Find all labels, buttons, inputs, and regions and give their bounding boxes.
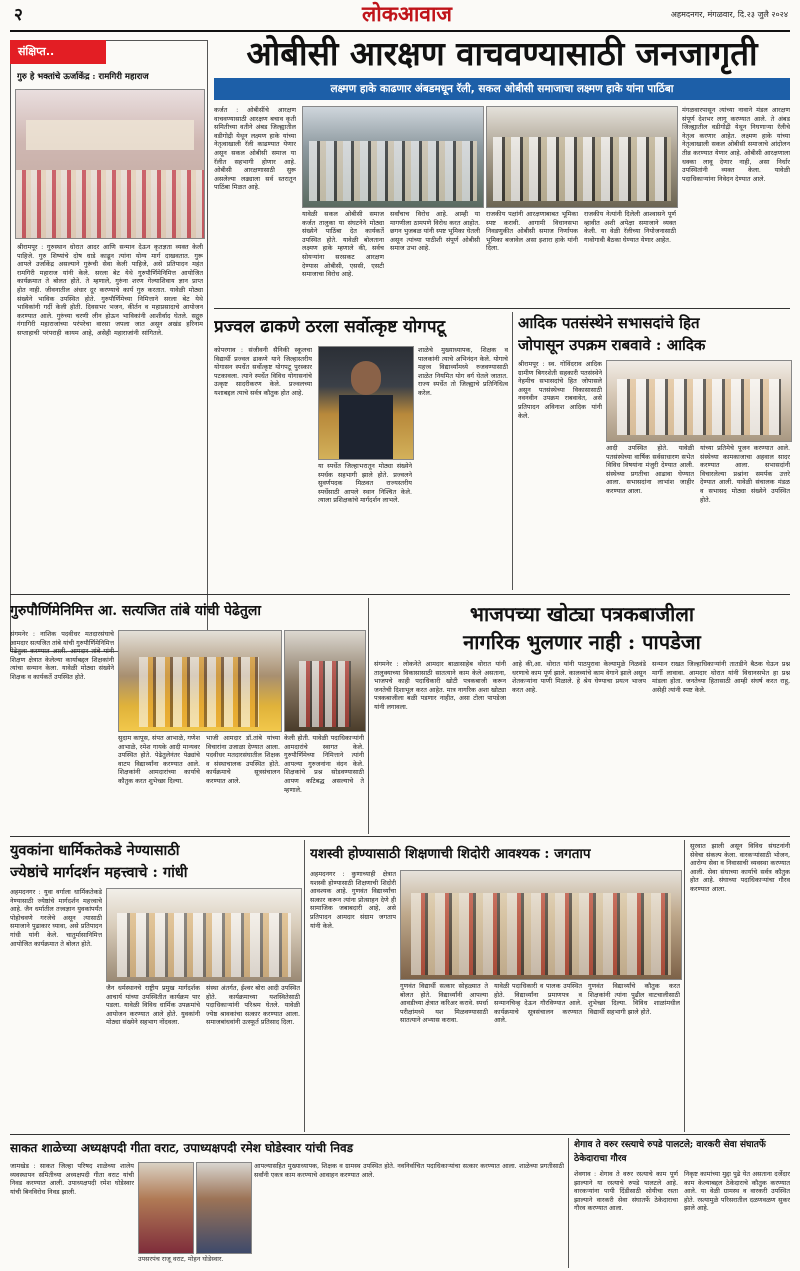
shegaon-col-1: शेवगाव : शेगाव ते वरुर रस्त्याचे काम पूर्ण झाल्याने या रस्त्याचे रुपडे पालटले आहे. वारकऱ्यांना पायी दिंडीसाठी सोयीचा रस्ता झाल्याने वारकरी सेवा संघातर्फे ठेकेदाराचा गौरव करण्यात आला.: [574, 1170, 678, 1213]
lead-col-2: यावेळी सकल ओबीसी समाज कर्जत तालुका या संघटनेने मोठ्या संख्येने पाठिंबा देत कार्यकर्ते उपस्थित होते. यावेळी बोलताना लक्ष्मण हाके म्हणाले की, सर्वच सोयऱ्यांना सरसकट आरक्षण देण्यास ओबीसी, एससी, एसटी समाजाचा विरोध आहे.: [302, 210, 384, 279]
jagtap-photo: [400, 870, 682, 980]
jagtap-col-2: गुणवंत विद्यार्थी सत्कार सोहळ्यात ते बोलत होते. विद्यार्थ्यांनी आपल्या आवडीच्या क्षेत्रात करिअर करावे. स्पर्धा परीक्षांमध्ये यश मिळवण्यासाठी सातत्याने अभ्यास करावा.: [400, 982, 488, 1025]
adik-col-3: यांच्या प्रतिमेचे पूजन करण्यात आले. संस्थेच्या कामकाजाचा अहवाल सादर करण्यात आला. सभासदांनी विचारलेल्या प्रश्नांना समर्पक उत्तरे देण्यात आली. यावेळी संचालक मंडळ व सभासद मोठ्या संख्येने उपस्थित होते.: [700, 444, 790, 504]
gurupurnima-photo-1: [118, 630, 282, 732]
sankshipt-label: संक्षिप्त..: [10, 40, 106, 64]
geeta-col-1: जामखेड : साकत जिल्हा परिषद शाळेच्या शालेय व्यवस्थापन समितीच्या अध्यक्षपदी गीता वराट यांची निवड करण्यात आली. उपाध्यक्षपदी रमेश घोडेस्वार यांची बिनविरोध निवड झाली.: [10, 1162, 134, 1196]
lead-col-4: राजकीय पक्षांनी आरक्षणाबाबत भूमिका स्पष्ट करावी. आगामी विधानसभा निवडणुकीत ओबीसी समाज निर्णायक भूमिका बजावेल असा इशारा हाके यांनी दिला.: [486, 210, 578, 253]
sankshipt-box: [10, 40, 208, 652]
lead-col-5: राजकीय नेत्यांनी दिलेली आश्वासने पूर्ण व्हावीत अशी अपेक्षा समाजाने व्यक्त केली. या वेळी रॅलीच्या नियोजनासाठी गावोगावी बैठका घेण्यात येणार आहेत.: [584, 210, 676, 244]
jagtap-col-3: यावेळी पदाधिकारी व पालक उपस्थित होते. विद्यार्थ्यांना प्रमाणपत्र व सन्मानचिन्ह देऊन गौरविण्यात आले. कार्यक्रमाचे सूत्रसंचालन करण्यात आले.: [494, 982, 582, 1025]
geeta-photo-1: [138, 1162, 194, 1254]
lead-subhead: लक्ष्मण हाके काढणार अंबडमधून रॅली, सकल ओबीसी समाजाचा लक्ष्मण हाके यांना पाठिंबा: [330, 83, 674, 95]
sankshipt-body: श्रीरामपूर : गुरुस्थान धोरात आदर आणि सन्मान देऊन कृतज्ञता व्यक्त केली पाहिजे. गुरु शिष्यांचे दोष धाडे काढून त्यांना योग्य मार्ग दाखवतात. गुरू आपले उर्जाकेंद्र असल्याने गुरूंची सेवा केली पाहिजे, असे प्रतिपादन महंत रामगिरी महाराज यांनी केले. सरला बेट येथे गुरुपौर्णिमेनिमित्त आयोजित कार्यक्रमात ते बोलत होते. ते म्हणाले, गुरुंना शरण गेल्याशिवाय ज्ञान प्राप्त होत नाही. जीवनातील अंधार दूर करण्याचे कार्य गुरु करतात. यावेळी मोठ्या संख्येने भाविक उपस्थित होते. गुरुपौर्णिमेच्या निमित्ताने सरला बेट येथे भाविकांनी गर्दी केली होती. दिवसभर भजन, कीर्तन व महाप्रसादाचे आयोजन करण्यात आले. गुरुंच्या चरणी लीन होऊन भाविकांनी आशीर्वाद घेतले. सद्गुरु गंगागिरी महाराजांच्या परंपरेचा वारसा जपला जात असून अखंड हरिनाम सप्ताहाची परंपराही कायम आहे, असेही महाराजांनी सांगितले.: [17, 243, 203, 337]
geeta-photo-2: [196, 1162, 252, 1254]
geeta-headline: साकत शाळेच्या अध्यक्षपदी गीता वराट, उपाध्यक्षपदी रमेश घोडेस्वार यांची निवड: [10, 1141, 354, 1155]
dateline: अहमदनगर, मंगळवार, दि.२३ जुलै २०२४: [670, 10, 788, 19]
bjp-headline-1: भाजपच्या खोट्या पत्रकबाजीला: [469, 602, 695, 626]
varkari-col-1: सुरवात झाली असून विविध संघटनांनी सेवेचा संकल्प केला. वारकऱ्यांसाठी भोजन, आरोग्य सेवा व निवासाची व्यवस्था करण्यात आली. सेवा संघाच्या कार्याचे सर्वत्र कौतुक होत आहे. संघाच्या पदाधिकाऱ्यांचा गौरव करण्यात आला.: [690, 842, 790, 893]
bjp-col-2: आहे की,आ. थोरात यांनी पाठपुरावा केल्यामुळे निळवंडे धरणाचे काम पूर्ण झाले. कालव्यांचे काम वेगाने झाले असून शेतकऱ्यांना पाणी मिळाले. हे श्रेय घेण्याचा प्रयत्न भाजप करत आहे.: [512, 660, 646, 694]
lead-col-1: कर्जत : ओबीसींचे आरक्षण वाचवण्यासाठी आरक्षण बचाव कृती समितीच्या वतीने अंबड जिल्ह्यातील वडीगोद्री येथून लक्ष्मण हाके यांच्या नेतृत्वाखाली रॅली काढण्यात येणार असून सकल ओबीसी समाज या रॅलीत सहभागी होणार आहे. ओबीसी आरक्षणासाठी सुरू असलेल्या लढ्याला सर्व स्तरातून पाठिंबा मिळत आहे.: [214, 106, 296, 192]
adik-col-2: आदी उपस्थित होते. यावेळी पतसंस्थेच्या वार्षिक सर्वसाधारण सभेत विविध विषयांना मंजुरी देण्यात आली. संस्थेच्या प्रगतीचा आढावा घेण्यात आला. सभासदांना लाभांश जाहीर करण्यात आला.: [606, 444, 694, 495]
sankshipt-headline: गुरु हे भक्तांचे ऊर्जाकेंद्र : रामगिरी महाराज: [17, 72, 149, 82]
shegaon-headline: शेगाव ते वरुर रस्त्याचे रुपडे पालटले; वारकरी सेवा संघातर्फे ठेकेदाराचा गौरव: [574, 1140, 766, 1164]
adik-col-1: श्रीरामपूर : स्व. गोविंदराव आदिक ग्रामीण बिगरशेती सहकारी पतसंस्थेने नेहमीच सभासदांचे हित जोपासले असून पतसंस्थेच्या विकासासाठी नवनवीन उपक्रम राबवावेत, असे प्रतिपादन अविनाश आदिक यांनी केले.: [518, 360, 602, 420]
page-number: २: [14, 5, 23, 25]
jagtap-col-4: गुणवंत विद्यार्थ्यांचे कौतुक करत शिक्षकांनी त्यांना पुढील वाटचालीसाठी शुभेच्छा दिल्या. विविध शाळांमधील विद्यार्थी सहभागी झाले होते.: [588, 982, 680, 1016]
yoga-col-2: या स्पर्धेत जिल्हाभरातून मोठ्या संख्येने स्पर्धक सहभागी झाले होते. प्रज्वलने सुवर्णपदक मिळवत राज्यस्तरीय स्पर्धेसाठी आपले स्थान निश्चित केले. त्याला प्रशिक्षकांचे मार्गदर्शन लाभले.: [318, 462, 412, 505]
gandhi-photo: [106, 888, 302, 982]
lead-photo-1: [302, 106, 484, 208]
lead-col-6: मंगळवारपासून त्यांच्या नावाने मंडल आरक्षण संपूर्ण देशभर लागू करण्यात आले. ते अंबड जिल्ह्यातील वडीगोद्री येथून निघणाऱ्या रॅलीचे नेतृत्व करणार आहेत. लक्ष्मण हाके यांच्या नेतृत्वाखाली सकल ओबीसी समाजाचे आंदोलन तीव्र करण्यात येणार आहे. ओबीसी आरक्षणाला धक्का लावू देणार नाही, असा निर्धार उपस्थितांनी व्यक्त केला. यावेळी पदाधिकाऱ्यांना निवेदन देण्यात आले.: [682, 106, 790, 183]
bjp-col-3: सन्मान राखत जिल्हाधिकाऱ्यांनी तातडीने बैठक घेऊन प्रश्न मार्गी लावावा. आमदार थोरात यांनी विधानसभेत हा प्रश्न मांडला होता. जनतेच्या हितासाठी आम्ही संघर्ष करत राहू, असेही त्यांनी स्पष्ट केले.: [652, 660, 790, 694]
gandhi-col-3: संस्था अंतर्गत, ईश्वर बोरा आदी उपस्थित होते. कार्यक्रमाच्या यशस्वितेसाठी पदाधिकाऱ्यांनी परिश्रम घेतले. यावेळी ज्येष्ठ श्रावकांचा सत्कार करण्यात आला. समाजबांधवांनी उत्स्फूर्त प्रतिसाद दिला.: [206, 984, 300, 1027]
yoga-col-1: कोपरगाव : संजीवनी सैनिकी स्कूलचा विद्यार्थी प्रज्वल ढाकणे याने जिल्हास्तरीय योगासन स्पर्धेत सर्वोत्कृष्ट योगपटू पुरस्कार पटकावला. त्याने स्पर्धेत विविध योगासनांचे उत्कृष्ट सादरीकरण केले. प्रज्वलच्या यशाबद्दल त्याचे सर्वत्र कौतुक होत आहे.: [214, 346, 312, 397]
jagtap-headline: यशस्वी होण्यासाठी शिक्षणाची शिदोरी आवश्यक : जगताप: [310, 846, 591, 862]
gurupurnima-photo-2: [284, 630, 366, 732]
gurupurnima-caption-1: सुदाम कापूस, संपत आभाळे, गणेश आभाळे, रमेश गायके आदी मान्यवर उपस्थित होते. पेढेतुलेनंतर पेढ्यांचे वाटप विद्यार्थ्यांना करण्यात आले. शिक्षकांनी आमदारांच्या कार्याचे कौतुक करत शुभेच्छा दिल्या.: [118, 734, 200, 785]
adik-photo: [606, 360, 792, 442]
gurupurnima-col-2: केली होती. यावेळी पदाधिकाऱ्यांनी आमदारांचे स्वागत केले. गुरुपौर्णिमेच्या निमित्ताने त्यांनी आपल्या गुरुजनांना वंदन केले. शिक्षकांचे प्रश्न सोडवण्यासाठी आपण कटिबद्ध असल्याचे ते म्हणाले.: [284, 734, 364, 794]
lead-subhead-bar: [214, 78, 790, 100]
adik-headline-2: जोपासून उपक्रम राबवावे : आदिक: [518, 336, 706, 354]
adik-headline-1: आदिक पतसंस्थेने सभासदांचे हित: [518, 314, 700, 332]
yoga-headline: प्रज्वल ढाकणे ठरला सर्वोत्कृष्ट योगपटू: [214, 317, 446, 337]
yoga-col-3: शाळेचे मुख्याध्यापक, शिक्षक व पालकांनी त्याचे अभिनंदन केले. योगाचे महत्त्व विद्यार्थ्यांमध्ये रुजवण्यासाठी शाळेत नियमित योग वर्ग घेतले जातात. राज्य स्पर्धेत तो जिल्ह्याचे प्रतिनिधित्व करेल.: [418, 346, 508, 397]
jagtap-col-1: अहमदनगर : कुणाच्याही क्षेत्रात यशस्वी होण्यासाठी शिक्षणाची शिदोरी आवश्यक आहे. गुणवंत विद्यार्थ्यांचा सत्कार करून त्यांना प्रोत्साहन देणे ही सामाजिक जबाबदारी आहे, असे प्रतिपादन आमदार संग्राम जगताप यांनी केले.: [310, 870, 396, 930]
lead-headline: ओबीसी आरक्षण वाचवण्यासाठी जनजागृती: [246, 34, 758, 73]
sankshipt-photo: [15, 89, 205, 239]
shegaon-col-2: निकृष्ट कामांच्या मुद्दा पुढे येत असताना दर्जेदार काम केल्याबद्दल ठेकेदाराचे कौतुक करण्यात आले. या वेळी ग्रामस्थ व वारकरी उपस्थित होते. रस्त्यामुळे परिसरातील दळणवळण सुकर झाले आहे.: [684, 1170, 790, 1213]
lead-photo-2: [486, 106, 678, 208]
bjp-headline-2: नागरिक भुलणार नाही : पापडेजा: [463, 630, 701, 654]
lead-col-3: सर्वांचाच विरोध आहे. आम्ही या मागणीला ठामपणे विरोध करत आहोत. छगन भुजबळ यांनी स्पष्ट भूमिका घेतली असून त्यांच्या पाठीशी संपूर्ण ओबीसी समाज उभा आहे.: [390, 210, 480, 253]
yoga-photo: [318, 346, 414, 460]
newspaper-logo: लोकआवाज: [362, 1, 452, 26]
geeta-caption: उपसरपंच राजू वराट, मोहन घोडेस्वार.: [138, 1255, 224, 1263]
gandhi-headline-1: युवकांना धार्मिकतेकडे नेण्यासाठी: [10, 842, 180, 859]
gandhi-headline-2: ज्येष्ठांचे मार्गदर्शन महत्त्वाचे : गांधी: [10, 864, 188, 881]
gandhi-col-2: जैन धर्मस्थानचे राष्ट्रीय प्रमुख मार्गदर्शक आचार्य यांच्या उपस्थितीत कार्यक्रम पार पडला. यावेळी विविध धार्मिक उपक्रमांचे आयोजन करण्यात आले होते. युवकांनी मोठ्या संख्येने सहभाग नोंदवला.: [106, 984, 200, 1027]
gandhi-col-1: अहमदनगर : युवा वर्गाला धार्मिकतेकडे नेण्यासाठी ज्येष्ठांचे मार्गदर्शन महत्त्वाचे आहे. जैन धर्मातील तत्त्वज्ञान युवकांपर्यंत पोहोचवणे गरजेचे असून त्यासाठी समाजाने पुढाकार घ्यावा, असे प्रतिपादन गांधी यांनी केले. चातुर्मासानिमित्त आयोजित कार्यक्रमात ते बोलत होते.: [10, 888, 102, 948]
geeta-col-2: आपल्यासहित मुख्याध्यापक, शिक्षक व ग्रामस्थ उपस्थित होते. नवनिर्वाचित पदाधिकाऱ्यांचा सत्कार करण्यात आला. शाळेच्या प्रगतीसाठी सर्वांनी एकत्र काम करण्याचे आवाहन करण्यात आले.: [254, 1162, 564, 1179]
gurupurnima-col-1: संगमनेर : नाशिक पदवीधर मतदारसंघाचे आमदार सत्यजित तांबे यांची गुरुपौर्णिमेनिमित्त पेढेतुला करण्यात आली. आमदार तांबे यांनी शिक्षण क्षेत्रात केलेल्या कार्याबद्दल शिक्षकांनी त्यांचा सन्मान केला. यावेळी मोठ्या संख्येने शिक्षक व कार्यकर्ते उपस्थित होते.: [10, 630, 114, 681]
bjp-col-1: संगमनेर : लोकनेते आमदार बाळासाहेब थोरात यांनी तालुक्याच्या विकासासाठी सातत्याने काम केले असताना, भाजपचे काही पदाधिकारी खोटी पत्रकबाजी करून जनतेची दिशाभूल करत आहेत. मात्र नागरिक अशा खोट्या पत्रकबाजीला बळी पडणार नाहीत, असा टोला पापडेजा यांनी लगावला.: [374, 660, 506, 711]
gurupurnima-headline: गुरुपौर्णिमेनिमित्त आ. सत्यजित तांबे यांची पेढेतुला: [10, 603, 262, 619]
gurupurnima-caption-2: भाजी आमदार डॉ.तांबे यांच्या विचारांना उजाळा देण्यात आला. पदवीधर मतदारसंघातील शिक्षक व संस्थाचालक उपस्थित होते. कार्यक्रमाचे सूत्रसंचालन करण्यात आले.: [206, 734, 280, 785]
